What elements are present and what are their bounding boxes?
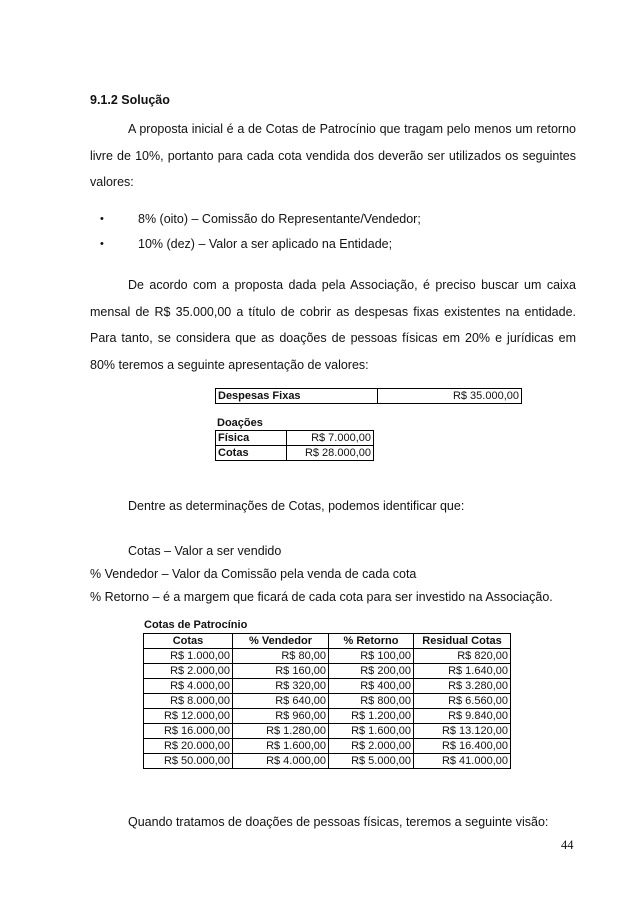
bullet-text: 10% (dez) – Valor a ser aplicado na Entidade; (138, 237, 393, 251)
bullet-item (100, 237, 392, 251)
table-row (144, 694, 511, 709)
table-row (144, 679, 511, 694)
table-cell: R$ 4.000,00 (233, 754, 329, 769)
definition-line: % Vendedor – Valor da Comissão pela venda de cada cota (90, 567, 417, 581)
doacoes-title: Doações (217, 417, 263, 429)
table-row (144, 664, 511, 679)
column-header: % Retorno (329, 634, 414, 649)
doacoes-label: Física (216, 431, 287, 446)
table-cell: R$ 9.840,00 (414, 709, 511, 724)
table-cell: R$ 4.000,00 (144, 679, 233, 694)
cotas-intro: Dentre as determinações de Cotas, podemos identificar que: (128, 499, 465, 513)
table-cell: R$ 12.000,00 (144, 709, 233, 724)
table-row (144, 709, 511, 724)
table-cell: R$ 20.000,00 (144, 739, 233, 754)
context-paragraph: De acordo com a proposta dada pela Associação, é preciso buscar um caixa mensal de R$ 35.000,00 a título de cobrir as despesas fixas existentes na entidade. Para tanto, se considera que as doações de pessoas físicas em 20% e jurídicas em 80% teremos a seguinte apresentação de valores: (90, 278, 576, 372)
intro-paragraph: A proposta inicial é a de Cotas de Patrocínio que tragam pelo menos um retorno livre de 10%, portanto para cada cota vendida dos deverão ser utilizados os seguintes valores: (90, 122, 576, 189)
section-heading: 9.1.2 Solução (90, 93, 170, 107)
table-cell: R$ 400,00 (329, 679, 414, 694)
doacoes-value: R$ 28.000,00 (287, 446, 374, 461)
table-cell: R$ 2.000,00 (329, 739, 414, 754)
bullet-icon: • (100, 213, 104, 225)
table-cell: R$ 820,00 (414, 649, 511, 664)
table-cell: R$ 1.000,00 (144, 649, 233, 664)
despesas-table (215, 388, 522, 404)
table-cell: R$ 16.000,00 (144, 724, 233, 739)
table-cell: R$ 1.600,00 (329, 724, 414, 739)
table-cell: R$ 6.560,00 (414, 694, 511, 709)
table-cell: R$ 13.120,00 (414, 724, 511, 739)
definition-line: Cotas – Valor a ser vendido (128, 544, 282, 558)
bullet-icon: • (100, 238, 104, 250)
table-cell: R$ 1.280,00 (233, 724, 329, 739)
closing-paragraph: Quando tratamos de doações de pessoas físicas, teremos a seguinte visão: (128, 815, 549, 829)
table-cell: R$ 1.600,00 (233, 739, 329, 754)
table-row (216, 431, 374, 446)
table-cell: R$ 3.280,00 (414, 679, 511, 694)
table-row (144, 649, 511, 664)
column-header: % Vendedor (233, 634, 329, 649)
table-row (144, 739, 511, 754)
page-number: 44 (561, 838, 574, 852)
table-header-row (144, 634, 511, 649)
table-cell: R$ 1.200,00 (329, 709, 414, 724)
table-cell: R$ 160,00 (233, 664, 329, 679)
column-header: Residual Cotas (414, 634, 511, 649)
table-cell: R$ 200,00 (329, 664, 414, 679)
bullet-text: 8% (oito) – Comissão do Representante/Vendedor; (138, 212, 421, 226)
table-cell: R$ 50.000,00 (144, 754, 233, 769)
despesas-value: R$ 35.000,00 (378, 389, 522, 404)
table-row (144, 724, 511, 739)
table-cell: R$ 640,00 (233, 694, 329, 709)
table-cell: R$ 320,00 (233, 679, 329, 694)
table-cell: R$ 960,00 (233, 709, 329, 724)
table-row (144, 754, 511, 769)
table-cell: R$ 8.000,00 (144, 694, 233, 709)
doacoes-label: Cotas (216, 446, 287, 461)
table-cell: R$ 100,00 (329, 649, 414, 664)
table-row (216, 446, 374, 461)
column-header: Cotas (144, 634, 233, 649)
table-cell: R$ 5.000,00 (329, 754, 414, 769)
table-cell: R$ 2.000,00 (144, 664, 233, 679)
table-cell: R$ 800,00 (329, 694, 414, 709)
bullet-item (100, 212, 421, 226)
cotas-table (143, 633, 511, 769)
table-cell: R$ 16.400,00 (414, 739, 511, 754)
definition-line: % Retorno – é a margem que ficará de cada cota para ser investido na Associação. (90, 590, 553, 604)
table-cell: R$ 80,00 (233, 649, 329, 664)
table-cell: R$ 1.640,00 (414, 664, 511, 679)
despesas-label: Despesas Fixas (216, 389, 374, 404)
doacoes-value: R$ 7.000,00 (287, 431, 374, 446)
doacoes-table (215, 430, 374, 461)
cotas-table-title: Cotas de Patrocínio (144, 619, 248, 631)
table-cell: R$ 41.000,00 (414, 754, 511, 769)
